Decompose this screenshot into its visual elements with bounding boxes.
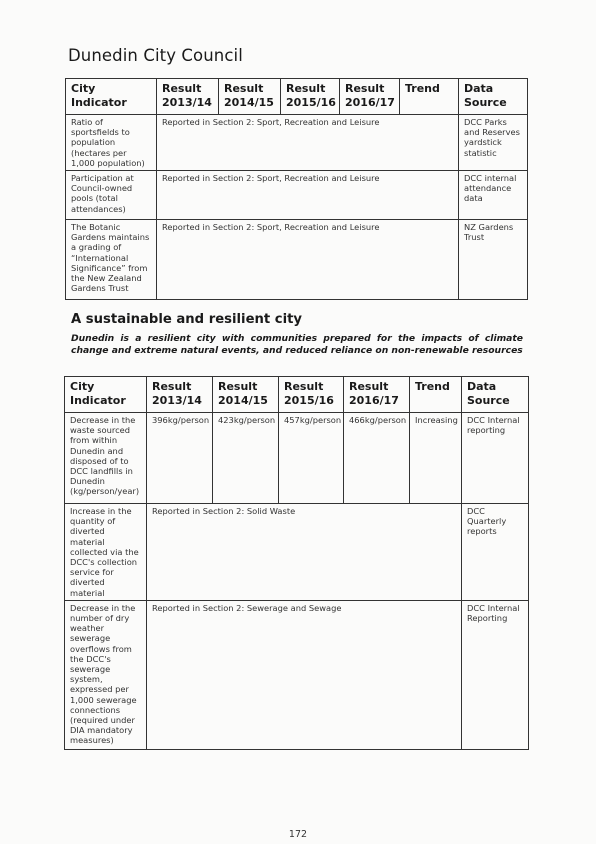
column-header: City Indicator [66,79,157,115]
result-cell: 423kg/person [213,413,279,504]
table-row [65,413,529,504]
indicator-cell: Decrease in the waste sourced from within Dunedin and disposed of to DCC landfills in Dunedin (kg/person/year) [65,413,147,504]
source-cell: DCC internal attendance data [459,171,528,220]
column-header: Result 2015/16 [279,377,344,413]
source-cell: DCC Internal Reporting [462,600,529,749]
result-cell: 466kg/person [344,413,410,504]
indicators-table-sustainability [64,376,529,750]
table-header-row [65,377,529,413]
page-number: 172 [288,829,308,840]
column-header: Data Source [459,79,528,115]
source-cell: NZ Gardens Trust [459,220,528,300]
section-description: Dunedin is a resilient city with communities prepared for the impacts of climate change and extreme natural events, and reduced reliance on non-renewable resources [71,333,523,356]
indicator-cell: The Botanic Gardens maintains a grading of “International Significance” from the New Zealand Gardens Trust [66,220,157,300]
column-header: Trend [410,377,462,413]
column-header: Result 2015/16 [281,79,340,115]
section-heading: A sustainable and resilient city [71,312,303,327]
source-cell: DCC Quarterly reports [462,504,529,601]
column-header: Result 2016/17 [344,377,410,413]
table-row [66,171,528,220]
indicators-table-recreation [65,78,528,300]
indicator-cell: Participation at Council-owned pools (total attendances) [66,171,157,220]
column-header: Trend [400,79,459,115]
result-cell: Reported in Section 2: Sewerage and Sewage [147,600,462,749]
trend-cell: Increasing [410,413,462,504]
result-cell: Reported in Section 2: Sport, Recreation and Leisure [157,220,459,300]
table-row [65,504,529,601]
table-row [66,220,528,300]
result-cell: Reported in Section 2: Sport, Recreation and Leisure [157,171,459,220]
result-cell: Reported in Section 2: Solid Waste [147,504,462,601]
column-header: City Indicator [65,377,147,413]
column-header: Data Source [462,377,529,413]
indicator-cell: Decrease in the number of dry weather sewerage overflows from the DCC's sewerage system, expressed per 1,000 sewerage connections (required under DIA mandatory measures) [65,600,147,749]
source-cell: DCC Internal reporting [462,413,529,504]
source-cell: DCC Parks and Reserves yardstick statistic [459,115,528,171]
result-cell: 457kg/person [279,413,344,504]
column-header: Result 2013/14 [157,79,219,115]
column-header: Result 2013/14 [147,377,213,413]
column-header: Result 2014/15 [219,79,281,115]
result-cell: 396kg/person [147,413,213,504]
indicator-cell: Ratio of sportsfields to population (hectares per 1,000 population) [66,115,157,171]
page-title: Dunedin City Council [68,46,243,65]
column-header: Result 2016/17 [340,79,400,115]
table-row [66,115,528,171]
result-cell: Reported in Section 2: Sport, Recreation and Leisure [157,115,459,171]
indicator-cell: Increase in the quantity of diverted material collected via the DCC's collection service for diverted material [65,504,147,601]
table-row [65,600,529,749]
table-header-row [66,79,528,115]
column-header: Result 2014/15 [213,377,279,413]
